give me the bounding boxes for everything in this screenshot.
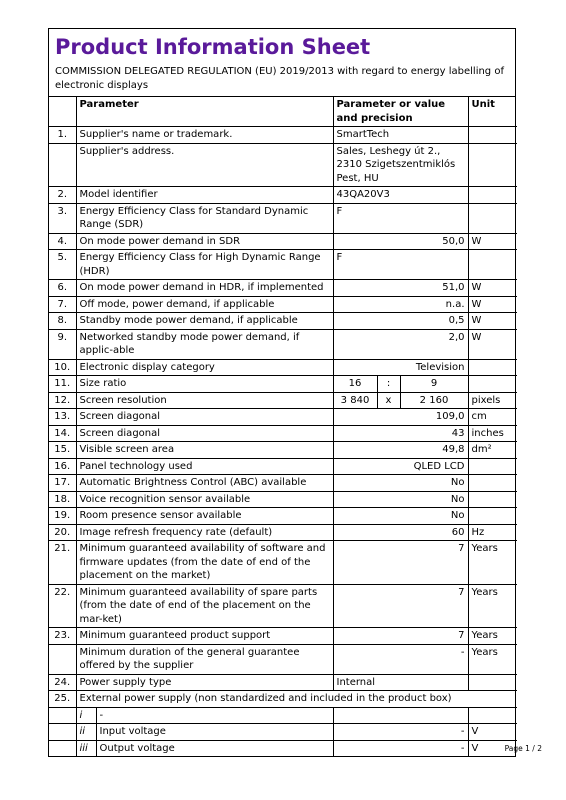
row-unit: W: [468, 280, 517, 297]
row-number: 16.: [49, 458, 76, 475]
row-value: -: [333, 724, 468, 741]
row-unit: [468, 203, 517, 233]
row-value: 51,0: [333, 280, 468, 297]
row-value: n.a.: [333, 296, 468, 313]
row-unit: [468, 458, 517, 475]
row-number: [49, 644, 76, 674]
size-ratio-width: 16: [333, 376, 377, 393]
table-row: [49, 691, 517, 708]
row-parameter: Automatic Brightness Control (ABC) available: [76, 475, 333, 492]
row-parameter: Input voltage: [96, 724, 333, 741]
resolution-separator: x: [377, 392, 400, 409]
row-parameter: Screen diagonal: [76, 425, 333, 442]
table-row: [49, 425, 517, 442]
row-value: 7: [333, 584, 468, 628]
row-number: 6.: [49, 280, 76, 297]
row-number: 25.: [49, 691, 76, 708]
col-header-parameter: Parameter: [76, 97, 333, 127]
row-number: 4.: [49, 233, 76, 250]
table-row: [49, 250, 517, 280]
row-unit: [468, 359, 517, 376]
row-number: 8.: [49, 313, 76, 330]
row-unit: Years: [468, 584, 517, 628]
row-number: 5.: [49, 250, 76, 280]
row-unit: Years: [468, 541, 517, 585]
row-unit: V: [468, 724, 517, 741]
row-value: 7: [333, 628, 468, 645]
row-number: 12.: [49, 392, 76, 409]
table-row: [49, 280, 517, 297]
row-value: SmartTech: [333, 127, 468, 144]
row-parameter: Off mode, power demand, if applicable: [76, 296, 333, 313]
table-row: [49, 584, 517, 628]
row-parameter: Minimum guaranteed product support: [76, 628, 333, 645]
row-number: 11.: [49, 376, 76, 393]
table-row: [49, 674, 517, 691]
row-number: 13.: [49, 409, 76, 426]
row-value: No: [333, 491, 468, 508]
size-ratio-height: 9: [400, 376, 468, 393]
row-number: 9.: [49, 329, 76, 359]
table-row: [49, 359, 517, 376]
row-unit: W: [468, 313, 517, 330]
subrow-roman: i: [76, 707, 96, 724]
row-number: 3.: [49, 203, 76, 233]
row-unit: inches: [468, 425, 517, 442]
row-parameter: Minimum duration of the general guarantee offered by the supplier: [76, 644, 333, 674]
row-unit: [468, 376, 517, 393]
table-row: [49, 313, 517, 330]
row-unit: W: [468, 329, 517, 359]
table-row: [49, 392, 517, 409]
row-value: 7: [333, 541, 468, 585]
row-value: No: [333, 475, 468, 492]
row-value: Sales, Leshegy út 2., 2310 Szigetszentmiklós Pest, HU: [333, 143, 468, 187]
table-row: [49, 541, 517, 585]
table-row: [49, 442, 517, 459]
row-value: 43: [333, 425, 468, 442]
table-header-row: [49, 97, 517, 127]
row-unit: cm: [468, 409, 517, 426]
table-row: [49, 127, 517, 144]
row-number: 24.: [49, 674, 76, 691]
row-number: 21.: [49, 541, 76, 585]
row-value: QLED LCD: [333, 458, 468, 475]
product-info-table: [49, 97, 517, 756]
row-number: 22.: [49, 584, 76, 628]
row-value: Television: [333, 359, 468, 376]
row-parameter: On mode power demand in HDR, if implemented: [76, 280, 333, 297]
resolution-height: 2 160: [400, 392, 468, 409]
row-parameter: Electronic display category: [76, 359, 333, 376]
row-parameter: Model identifier: [76, 187, 333, 204]
row-value: 0,5: [333, 313, 468, 330]
table-row: [49, 329, 517, 359]
row-unit: V: [468, 740, 517, 756]
table-row: [49, 458, 517, 475]
row-value: Internal: [333, 674, 468, 691]
row-unit: Hz: [468, 524, 517, 541]
row-value: -: [333, 740, 468, 756]
row-parameter: -: [96, 707, 333, 724]
row-number: 14.: [49, 425, 76, 442]
row-parameter: Screen resolution: [76, 392, 333, 409]
row-unit: [468, 187, 517, 204]
row-parameter: Visible screen area: [76, 442, 333, 459]
row-parameter: Supplier's name or trademark.: [76, 127, 333, 144]
row-unit: dm²: [468, 442, 517, 459]
row-value: 43QA20V3: [333, 187, 468, 204]
row-number: 2.: [49, 187, 76, 204]
row-unit: [468, 491, 517, 508]
row-parameter: Networked standby mode power demand, if applic-able: [76, 329, 333, 359]
row-unit: [468, 508, 517, 525]
row-unit: [468, 250, 517, 280]
table-row: [49, 628, 517, 645]
row-value: F: [333, 250, 468, 280]
row-number: 10.: [49, 359, 76, 376]
table-row: [49, 296, 517, 313]
row-value: No: [333, 508, 468, 525]
row-parameter: Minimum guaranteed availability of spare parts (from the date of end of the placement on the mar-ket): [76, 584, 333, 628]
row-parameter: Energy Efficiency Class for Standard Dynamic Range (SDR): [76, 203, 333, 233]
row-value: 109,0: [333, 409, 468, 426]
table-subrow: [49, 740, 517, 756]
row-number: 17.: [49, 475, 76, 492]
row-parameter: Panel technology used: [76, 458, 333, 475]
row-parameter: Screen diagonal: [76, 409, 333, 426]
row-unit: W: [468, 296, 517, 313]
subrow-roman: iii: [76, 740, 96, 756]
table-subrow: [49, 707, 517, 724]
product-information-sheet: [48, 28, 516, 757]
row-parameter: On mode power demand in SDR: [76, 233, 333, 250]
row-unit: W: [468, 233, 517, 250]
row-parameter: Voice recognition sensor available: [76, 491, 333, 508]
row-value: 50,0: [333, 233, 468, 250]
row-parameter: Image refresh frequency rate (default): [76, 524, 333, 541]
row-number: 1.: [49, 127, 76, 144]
row-value: [333, 707, 468, 724]
row-number: 20.: [49, 524, 76, 541]
regulation-subtitle: COMMISSION DELEGATED REGULATION (EU) 2019/2013 with regard to energy labelling of electronic displays: [55, 66, 504, 91]
size-ratio-separator: :: [377, 376, 400, 393]
row-parameter: Energy Efficiency Class for High Dynamic Range (HDR): [76, 250, 333, 280]
table-row: [49, 409, 517, 426]
row-number: [49, 143, 76, 187]
row-parameter: Room presence sensor available: [76, 508, 333, 525]
row-parameter: Output voltage: [96, 740, 333, 756]
row-unit: [468, 707, 517, 724]
col-header-unit: Unit: [468, 97, 517, 127]
table-row: [49, 491, 517, 508]
row-parameter: Supplier's address.: [76, 143, 333, 187]
row-parameter: External power supply (non standardized and included in the product box): [76, 691, 517, 708]
row-value: 2,0: [333, 329, 468, 359]
table-subrow: [49, 724, 517, 741]
row-parameter: Size ratio: [76, 376, 333, 393]
row-number: 23.: [49, 628, 76, 645]
col-header-value: Parameter or value and precision: [333, 97, 468, 127]
row-parameter: Standby mode power demand, if applicable: [76, 313, 333, 330]
row-unit: pixels: [468, 392, 517, 409]
sheet-header: [49, 29, 515, 97]
row-value: 60: [333, 524, 468, 541]
row-number: 7.: [49, 296, 76, 313]
row-number: 19.: [49, 508, 76, 525]
table-row: [49, 203, 517, 233]
table-row: [49, 524, 517, 541]
subrow-roman: ii: [76, 724, 96, 741]
table-row: [49, 508, 517, 525]
resolution-width: 3 840: [333, 392, 377, 409]
table-row: [49, 644, 517, 674]
page-number: Page 1 / 2: [504, 744, 542, 753]
row-unit: Years: [468, 628, 517, 645]
row-value: 49,8: [333, 442, 468, 459]
table-row: [49, 143, 517, 187]
row-value: -: [333, 644, 468, 674]
table-row: [49, 187, 517, 204]
table-row: [49, 475, 517, 492]
row-unit: Years: [468, 644, 517, 674]
row-number: 15.: [49, 442, 76, 459]
page-title: Product Information Sheet: [55, 35, 371, 59]
table-row: [49, 376, 517, 393]
row-parameter: Power supply type: [76, 674, 333, 691]
row-unit: [468, 475, 517, 492]
row-value: F: [333, 203, 468, 233]
row-number: 18.: [49, 491, 76, 508]
row-unit: [468, 143, 517, 187]
table-row: [49, 233, 517, 250]
row-parameter: Minimum guaranteed availability of software and firmware updates (from the date of end of the placement on the market): [76, 541, 333, 585]
row-unit: [468, 127, 517, 144]
row-unit: [468, 674, 517, 691]
